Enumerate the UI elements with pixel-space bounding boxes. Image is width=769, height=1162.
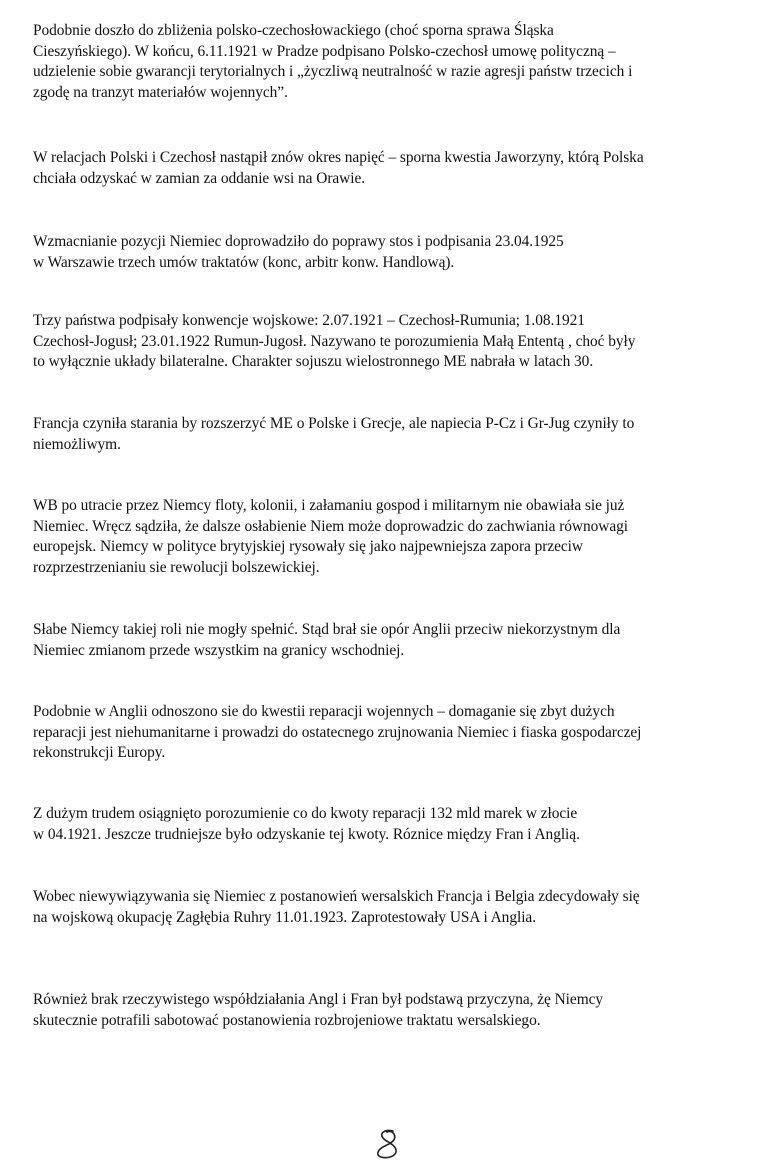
paragraph-umowy-1925 (33, 232, 757, 273)
text-line: Wobec niewywiązywania się Niemiec z postanowień wersalskich Francja i Belgia zdecydowały się (33, 888, 640, 905)
text-line: Czechosł-Jogusł; 23.01.1922 Rumun-Jugosł. Nazywano te porozumienia Małą Ententą , choć były (33, 332, 636, 350)
text-line: rozprzestrzenianiu sie rewolucji bolszewickiej. (33, 558, 320, 576)
paragraph-francja-me (33, 414, 757, 455)
text-line: na wojskową okupację Zagłębia Ruhry 11.01.1923. Zaprotestowały USA i Anglia. (33, 908, 537, 926)
text-line: niemożliwym. (33, 435, 121, 453)
paragraph-reparacje-anglia (33, 702, 757, 764)
text-line: Francja czyniła starania by rozszerzyć ME o Polske i Grecje, ale napiecia P-Cz i Gr-Jug czyniły to (33, 415, 635, 432)
text-line: Cieszyńskiego). W końcu, 6.11.1921 w Pradze podpisano Polsko-czechosł umowę polityczną – (33, 42, 616, 60)
text-line: rekonstrukcji Europy. (33, 744, 166, 761)
text-line: Słabe Niemcy takiej roli nie mogły spełnić. Stąd brał sie opór Anglii przeciw niekorzystnym dla (33, 621, 621, 638)
paragraph-okupacja-ruhry (33, 887, 757, 928)
handwritten-page-number (369, 1128, 409, 1162)
text-line: to wyłącznie układy bilateralne. Charakter sojuszu wielostronnego ME nabrała w latach 30. (33, 353, 594, 370)
text-line: Podobnie w Anglii odnoszono sie do kwestii reparacji wojennych – domaganie się zbyt dużych (33, 703, 615, 720)
text-line: skutecznie potrafili sabotować postanowienia rozbrojeniowe traktatu wersalskiego. (33, 1011, 541, 1029)
text-line: udzielenie sobie gwarancji terytorialnych i „życzliwą neutralność w razie agresji państw trzecich i (33, 63, 633, 80)
text-line: Wzmacnianie pozycji Niemiec doprowadziło do poprawy stos i podpisania 23.04.1925 (33, 233, 564, 250)
text-line: europejsk. Niemcy w polityce brytyjskiej rysowały się jako najpewniejsza zapora przeciw (33, 538, 583, 555)
text-line: W relacjach Polski i Czechosł nastąpił znów okres napięć – sporna kwestia Jaworzyny, którą Polska (33, 149, 644, 166)
text-line: Podobnie doszło do zbliżenia polsko-czechosłowackiego (choć sporna sprawa Śląska (33, 22, 554, 39)
paragraph-rozbrojenie (33, 990, 757, 1031)
text-line: Również brak rzeczywistego współdziałania Angl i Fran był podstawą przyczyna, żę Niemcy (33, 991, 604, 1008)
paragraph-jaworzyna (33, 148, 757, 189)
paragraph-slask-cieszynski (33, 21, 757, 103)
paragraph-wielka-brytania (33, 496, 757, 578)
paragraph-mala-ententa (33, 311, 757, 373)
text-line: w Warszawie trzech umów traktatów (konc, arbitr konw. Handlową). (33, 253, 455, 271)
handwritten-eight-icon (369, 1128, 409, 1162)
paragraph-kwota-reparacji (33, 804, 757, 845)
text-line: zgodę na tranzyt materiałów wojennych”. (33, 83, 288, 101)
text-line: w 04.1921. Jeszcze trudniejsze było odzyskanie tej kwoty. Róznice między Fran i Anglią. (33, 825, 580, 843)
text-line: Trzy państwa podpisały konwencje wojskowe: 2.07.1921 – Czechosł-Rumunia; 1.08.1921 (33, 312, 585, 329)
text-line: WB po utracie przez Niemcy floty, kolonii, i załamaniu gospod i militarnym nie obawiała sie już (33, 497, 625, 514)
text-line: Niemiec. Wręcz sądziła, że dalsze osłabienie Niem może doprowadzic do zachwiania równowagi (33, 517, 628, 535)
text-line: Niemiec zmianom przede wszystkim na granicy wschodniej. (33, 641, 405, 659)
text-line: chciała odzyskać w zamian za oddanie wsi na Orawie. (33, 169, 366, 187)
paragraph-slabe-niemcy (33, 620, 757, 661)
text-line: reparacji jest niehumanitarne i prowadzi do ostatecnego zrujnowania Niemiec i fiaska gospodarczej (33, 723, 642, 741)
text-line: Z dużym trudem osiągnięto porozumienie co do kwoty reparacji 132 mld marek w złocie (33, 805, 578, 822)
